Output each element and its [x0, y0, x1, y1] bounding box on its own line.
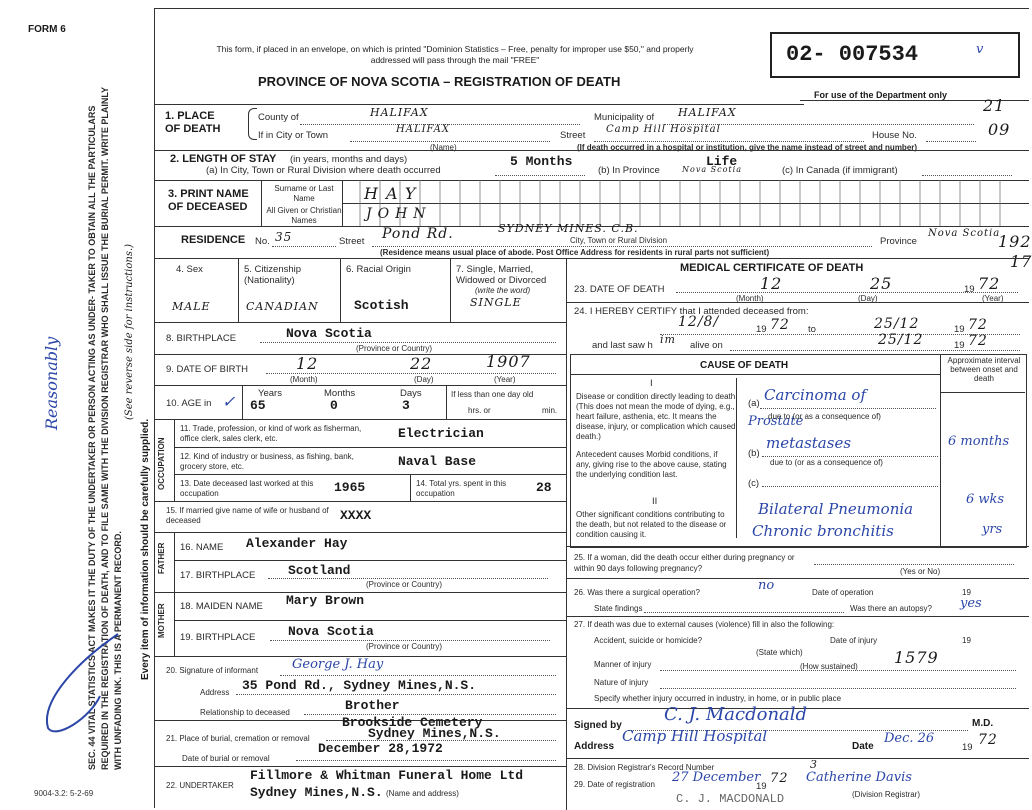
date-registration-label: 29. Date of registration	[574, 780, 655, 789]
autopsy-label: Was there an autopsy?	[850, 604, 932, 613]
attended-to: 25/12	[874, 316, 920, 332]
length-of-stay-qualifier: (in years, months and days)	[290, 154, 408, 165]
sign-date-value: Dec. 26	[884, 731, 935, 746]
citizenship-value: CANADIAN	[246, 300, 319, 313]
cause-a-line	[760, 408, 936, 409]
r4-div2	[340, 258, 341, 322]
form-left-border	[154, 8, 155, 808]
house-label: House No.	[872, 130, 917, 141]
residence-code-1: 192	[998, 232, 1032, 251]
informant-address-label: Address	[200, 688, 230, 697]
residence-province-value: Nova Scotia	[928, 228, 1001, 239]
last-worked-value: 1965	[334, 480, 366, 495]
father-birthplace-value: Scotland	[288, 563, 351, 578]
s1-brace	[248, 108, 257, 140]
occ-side-div	[174, 419, 175, 501]
alive-on-label: alive on	[690, 340, 723, 351]
injury-date-label: Date of injury	[830, 636, 878, 645]
signed-by-value: C. J. Macdonald	[664, 704, 808, 725]
department-use-label: For use of the Department only	[814, 90, 948, 100]
occ-mid-line-2	[174, 474, 566, 475]
undertaker-value-2: Sydney Mines,N.S.	[250, 785, 383, 800]
hrs-label: hrs. or	[468, 406, 491, 415]
attended-from: 12/8/	[678, 314, 720, 330]
cause-a-label: (a)	[748, 398, 760, 409]
cause-b-line	[762, 456, 938, 457]
surname-label: Surname or Last Name	[274, 184, 334, 203]
residence-street-line	[372, 246, 872, 247]
q25-caption: (Yes or No)	[900, 567, 941, 576]
age-days-label: Days	[400, 388, 422, 399]
alive-year: 72	[968, 333, 988, 349]
cause-title-line	[570, 374, 940, 375]
residence-label: RESIDENCE	[181, 234, 246, 246]
division-record-value: 3	[810, 758, 818, 771]
occ-top-line	[154, 419, 566, 420]
date-registration-year: 72	[770, 771, 789, 786]
informant-address-value: 35 Pond Rd., Sydney Mines,N.S.	[242, 678, 477, 693]
medical-title: MEDICAL CERTIFICATE OF DEATH	[680, 262, 864, 274]
registrar-caption: (Division Registrar)	[852, 790, 921, 799]
racial-origin-label: 6. Racial Origin	[346, 264, 411, 275]
interval-header-line	[940, 392, 1025, 393]
alive-line	[730, 350, 1020, 351]
undertaker-caption: (Name and address)	[386, 789, 459, 798]
relationship-label: Relationship to deceased	[200, 708, 290, 717]
manner-scrawl: 1579	[894, 648, 939, 667]
stay-b-value: Life	[706, 154, 738, 169]
burial-place-label: 21. Place of burial, cremation or removal	[166, 734, 310, 743]
marital-sub: (write the word)	[475, 286, 531, 295]
informant-label: 20. Signature of informant	[166, 666, 259, 675]
see-reverse-note: (See reverse side for instructions.)	[124, 243, 135, 420]
spouse-label: 15. If married give name of wife or husband of deceased	[166, 506, 329, 525]
given-names-value: JOHN	[366, 206, 432, 222]
lt-day-label: If less than one day old	[451, 390, 534, 399]
attended-line	[660, 334, 1020, 335]
min-label: min.	[542, 406, 558, 415]
last-saw-label: and last saw h	[592, 340, 653, 351]
place-of-death-num: 1.	[165, 110, 175, 122]
stay-a-value: 5 Months	[510, 154, 573, 169]
findings-label: State findings	[594, 604, 643, 613]
age-div2	[446, 385, 447, 419]
division-record-label: 28. Division Registrar's Record Number	[574, 763, 715, 772]
father-birthplace-line	[268, 578, 548, 579]
print-name-label: 3. PRINT NAME OF DECEASED	[168, 188, 249, 213]
residence-city-value: SYDNEY MINES. C.B.	[498, 222, 639, 235]
house-line	[926, 141, 976, 142]
place-of-death-text: PLACE OF DEATH	[165, 110, 221, 135]
burial-date-line	[296, 760, 556, 761]
stay-c-line	[922, 175, 1012, 176]
signed-by-label: Signed by	[574, 720, 622, 731]
citizenship-label: 5. Citizenship (Nationality)	[244, 264, 302, 286]
dob-month-caption: (Month)	[290, 375, 318, 384]
residence-no-value: 35	[275, 230, 293, 244]
mother-birthplace-caption: (Province or Country)	[366, 642, 443, 651]
burial-date-label: Date of burial or removal	[182, 754, 270, 763]
father-side-div	[174, 532, 175, 592]
occ-div14	[410, 474, 411, 501]
birthplace-value: Nova Scotia	[286, 326, 372, 341]
form-title: PROVINCE OF NOVA SCOTIA – REGISTRATION OF DEATH	[258, 74, 621, 89]
given-names-label: All Given or Christian Names	[266, 206, 342, 225]
md-label: M.D.	[972, 718, 994, 729]
q26-year-prefix: 19	[962, 588, 971, 597]
sign-address-value: Camp Hill Hospital	[622, 727, 768, 745]
other-value-2: Chronic bronchitis	[752, 522, 894, 540]
sign-bottom-line	[566, 758, 1029, 759]
father-birthplace-label: 17. BIRTHPLACE	[180, 570, 256, 581]
informant-address-line	[236, 694, 556, 695]
nature-line	[660, 688, 1016, 689]
undertaker-label: 22. UNDERTAKER	[166, 781, 234, 790]
q27-label: 27. If death was due to external causes (violence) fill in also the following:	[574, 620, 835, 629]
r25-top-line	[566, 546, 1029, 547]
cause-b-label: (b)	[748, 448, 760, 459]
father-side-label: FATHER	[157, 542, 166, 574]
dob-day: 22	[410, 354, 433, 373]
r10-top-line	[154, 385, 566, 386]
cause-label-div	[736, 378, 737, 538]
stay-a-label: (a) In City, Town or Rural Division where death occurred	[206, 165, 441, 176]
other-value-1: Bilateral Pneumonia	[758, 500, 914, 518]
margin-signature-mark	[20, 600, 140, 740]
cause-a-value-2: Prostate	[748, 414, 804, 429]
manner-label: Manner of injury	[594, 660, 652, 669]
city-label: If in City or Town	[258, 130, 329, 141]
age-months-value: 0	[330, 398, 338, 413]
law-notice: SEC. 44 VITAL STATISTICS ACT MAKES IT THE DUTY OF THE UNDERTAKER OR PERSON ACTING AS UNDER- TAKER TO OBTAIN ALL THE PARTICULARS REQUIRED IN THE REGISTRATION OF DEATH, AND TO FILE SAME WITH THE DIVISION REGISTRAR WHO SHALL ISSUE THE BURIAL PERMIT. WRITE PLAINLY WITH UNFADING INK. THIS IS A PERMANENT RECORD.	[87, 87, 123, 770]
sex-label: 4. Sex	[176, 264, 203, 275]
residence-street-value: Pond Rd.	[382, 226, 454, 242]
findings-line	[644, 612, 844, 613]
antecedent-label: Antecedent causes Morbid conditions, if any, giving rise to the above cause, stating the underlying condition last.	[576, 450, 727, 479]
years-spent-value: 28	[536, 480, 552, 495]
dod-day-caption: (Day)	[858, 294, 878, 303]
accident-label: Accident, suicide or homicide?	[594, 636, 703, 645]
dod-label: 23. DATE OF DEATH	[574, 284, 665, 295]
mother-birthplace-line	[270, 640, 550, 641]
burial-place-value-2: Sydney Mines,N.S.	[368, 726, 501, 741]
q25-label: 25. If a woman, did the death occur either during pregnancy or within 90 days following pregnancy?	[574, 553, 795, 573]
department-code-2: 09	[988, 120, 1011, 139]
specify-label: Specify whether injury occurred in industry, in home, or in public place	[594, 694, 842, 703]
dod-year: 72	[978, 274, 1001, 293]
alive-on-value: 25/12	[878, 332, 924, 348]
residence-no-label: No.	[255, 236, 270, 247]
street-value: Camp Hill Hospital	[606, 124, 721, 135]
cause-roman-1: I	[650, 378, 653, 389]
cause-a-value-1: Carcinoma of	[764, 386, 866, 404]
street-label: Street	[560, 130, 586, 141]
residence-note: (Residence means usual place of abode. Post Office Address for residents in rural parts not sufficient)	[380, 248, 770, 257]
residence-city-label: City, Town or Rural Division	[570, 236, 668, 245]
father-name-label: 16. NAME	[180, 542, 224, 553]
residence-province-label: Province	[880, 236, 917, 247]
cause-title: CAUSE OF DEATH	[700, 360, 789, 371]
date-registration-value: 27 December	[672, 770, 761, 785]
county-value: HALIFAX	[370, 106, 429, 119]
stay-b-scrawl: Nova Scotia	[682, 165, 742, 174]
date-registration-prefix: 19	[756, 781, 767, 792]
other-interval-2: yrs	[982, 522, 1003, 537]
undertaker-value-1: Fillmore & Whitman Funeral Home Ltd	[250, 768, 524, 783]
alive-year-prefix: 19	[954, 340, 965, 351]
trade-value: Electrician	[398, 426, 484, 441]
father-top-line	[154, 532, 566, 533]
registration-number-box	[770, 32, 1020, 78]
informant-signature: George J. Hay	[292, 657, 384, 672]
city-line	[350, 141, 550, 142]
mother-birthplace-label: 19. BIRTHPLACE	[180, 632, 256, 643]
surname-value: HAY	[364, 184, 424, 203]
street-line	[594, 141, 864, 142]
injury-year-prefix: 19	[962, 636, 971, 645]
dod-month-caption: (Month)	[736, 294, 764, 303]
dod-day: 25	[870, 274, 893, 293]
footer-code: 9004-3.2: 5-2-69	[34, 789, 94, 798]
other-conditions-label: Other significant conditions contributing to the death, but not related to the disease or condition causing it.	[576, 510, 727, 539]
birthplace-caption: (Province or Country)	[356, 344, 433, 353]
attended-to-year: 72	[968, 317, 988, 333]
last-saw-scrawl: im	[660, 333, 676, 346]
center-divider	[566, 258, 567, 810]
municipality-label: Municipality of	[594, 112, 655, 123]
interval-header: Approximate interval between onset and death	[947, 356, 1021, 383]
industry-label: 12. Kind of industry or business, as fishing, bank, grocery store, etc.	[180, 452, 354, 471]
mother-maiden-value: Mary Brown	[286, 593, 365, 608]
r8-top-line	[154, 322, 566, 323]
registration-check: v	[976, 42, 984, 57]
q26-value: no	[758, 578, 775, 593]
father-mid-line	[174, 560, 566, 561]
trade-label: 11. Trade, profession, or kind of work as fisherman, office clerk, sales clerk, etc.	[180, 424, 362, 443]
q26-date-label: Date of operation	[812, 588, 874, 597]
occ-mid-line	[174, 447, 566, 448]
dob-label: 9. DATE OF BIRTH	[166, 364, 248, 375]
q25-line	[814, 564, 1014, 565]
father-birthplace-caption: (Province or Country)	[366, 580, 443, 589]
s3-divider	[261, 180, 262, 226]
r15-top-line	[154, 501, 566, 502]
state-which-caption: (State which)	[756, 648, 803, 657]
every-item-note: Every item of information should be carefully supplied.	[140, 418, 151, 680]
age-months-label: Months	[324, 388, 356, 399]
age-days-value: 3	[402, 398, 410, 413]
sign-address-label: Address	[574, 741, 615, 752]
marital-label: 7. Single, Married, Widowed or Divorced	[456, 264, 547, 286]
cause-b-interval: 6 months	[948, 434, 1010, 449]
city-name-caption: (Name)	[430, 143, 457, 152]
father-name-value: Alexander Hay	[246, 536, 348, 551]
dob-year-caption: (Year)	[494, 375, 516, 384]
residence-code-2: 17	[1010, 252, 1032, 271]
dod-month: 12	[760, 274, 783, 293]
dob-line	[266, 373, 556, 374]
sign-year-prefix: 19	[962, 742, 973, 753]
r22-top-line	[154, 766, 566, 767]
informant-line	[280, 675, 556, 676]
form-label: FORM 6	[28, 24, 66, 35]
registration-number: 02- 007534	[786, 42, 919, 67]
burial-place-value-1: Brookside Cemetery	[342, 715, 483, 730]
mailing-notice: This form, if placed in an envelope, on which is printed "Dominion Statistics – Free, penalty for improper use $50," and properly addressed will pass through the mail "FREE"	[216, 44, 694, 65]
form-top-border	[154, 8, 1029, 9]
dod-year-prefix: 19	[964, 284, 975, 295]
name-letter-grid	[342, 180, 1029, 226]
s2-top-line	[154, 150, 1029, 151]
burial-date-value: December 28,1972	[318, 741, 443, 756]
mother-side-label: MOTHER	[157, 603, 166, 638]
occupation-side-label: OCCUPATION	[157, 437, 166, 490]
cause-c-label: (c)	[748, 478, 760, 489]
city-value: HALIFAX	[396, 124, 450, 135]
attended-to-year-prefix: 19	[954, 324, 965, 335]
mother-birthplace-value: Nova Scotia	[288, 624, 374, 639]
direct-cause-label: Disease or condition directly leading to death (This does not mean the mode of dying, e.g., heart failure, asthenia, etc. It means the disease, injury, or complication which caused death.)	[576, 392, 736, 441]
mother-side-div	[174, 592, 175, 656]
marital-value: SINGLE	[470, 296, 522, 309]
margin-scrawl: Reasonably	[42, 336, 61, 430]
registrar-stamp: C. J. MACDONALD	[676, 792, 785, 806]
due-to-b: due to (or as a consequence of)	[770, 458, 883, 467]
attended-to-label: to	[808, 324, 816, 335]
county-label: County of	[258, 112, 299, 123]
s1-top-line	[154, 104, 804, 105]
dod-year-caption: (Year)	[982, 294, 1004, 303]
registrar-scrawl: Catherine Davis	[806, 770, 912, 785]
r24-top-line	[566, 302, 1029, 303]
dob-month: 12	[296, 354, 319, 373]
age-label: 10. AGE in	[166, 398, 212, 409]
sex-value: MALE	[172, 300, 211, 313]
autopsy-value: yes	[960, 596, 982, 611]
personal-top-line	[154, 258, 1029, 259]
cause-interval-div	[940, 354, 941, 546]
hospital-note: (If death occurred in a hospital or institution, give the name instead of street and number)	[577, 143, 918, 152]
length-of-stay-label: 2. LENGTH OF STAY	[170, 153, 277, 165]
sustained-caption: (How sustained)	[800, 662, 858, 671]
r27-top-line	[566, 616, 1029, 617]
mother-mid-line	[174, 620, 566, 621]
cause-b-value: metastases	[766, 434, 852, 452]
due-to-a: due to (or as a consequence of)	[768, 412, 881, 421]
r26-top-line	[566, 578, 1029, 579]
cause-roman-2: II	[652, 496, 658, 507]
sign-date-label: Date	[852, 741, 874, 752]
age-years-value: 65	[250, 398, 266, 413]
last-worked-label: 13. Date deceased last worked at this occupation	[180, 479, 314, 498]
dob-year: 1907	[486, 352, 531, 371]
certify-label: 24. I HEREBY CERTIFY that I attended deceased from:	[574, 306, 809, 317]
r4-div1	[238, 258, 239, 322]
age-div1	[242, 385, 243, 419]
cause-c-line	[762, 486, 938, 487]
attended-year-prefix: 19	[756, 324, 767, 335]
age-years-label: Years	[258, 388, 282, 399]
residence-no-line	[272, 246, 336, 247]
department-code-1: 21	[983, 96, 1006, 115]
attended-from-year: 72	[770, 317, 790, 333]
relationship-value: Brother	[345, 698, 400, 713]
mother-maiden-label: 18. MAIDEN NAME	[180, 601, 263, 612]
dob-day-caption: (Day)	[414, 375, 434, 384]
municipality-value: HALIFAX	[678, 106, 737, 119]
birthplace-line	[260, 342, 556, 343]
industry-value: Naval Base	[398, 454, 477, 469]
sign-year-value: 72	[978, 732, 998, 748]
spouse-value: XXXX	[340, 508, 372, 523]
other-interval-1: 6 wks	[966, 492, 1005, 507]
dod-line	[676, 292, 1018, 293]
stay-c-label: (c) In Canada (if immigrant)	[782, 165, 898, 176]
residence-street-label: Street	[339, 236, 365, 247]
nature-label: Nature of injury	[594, 678, 649, 687]
age-check: ✓	[222, 392, 236, 411]
stay-b-label: (b) In Province	[598, 165, 660, 176]
birthplace-label: 8. BIRTHPLACE	[166, 333, 237, 344]
r4-div3	[450, 258, 451, 322]
stay-a-line	[495, 175, 585, 176]
place-of-death-label	[165, 110, 225, 136]
years-spent-label: 14. Total yrs. spent in this occupation	[416, 479, 507, 498]
racial-origin-value: Scotish	[354, 298, 409, 313]
q26-label: 26. Was there a surgical operation?	[574, 588, 700, 597]
